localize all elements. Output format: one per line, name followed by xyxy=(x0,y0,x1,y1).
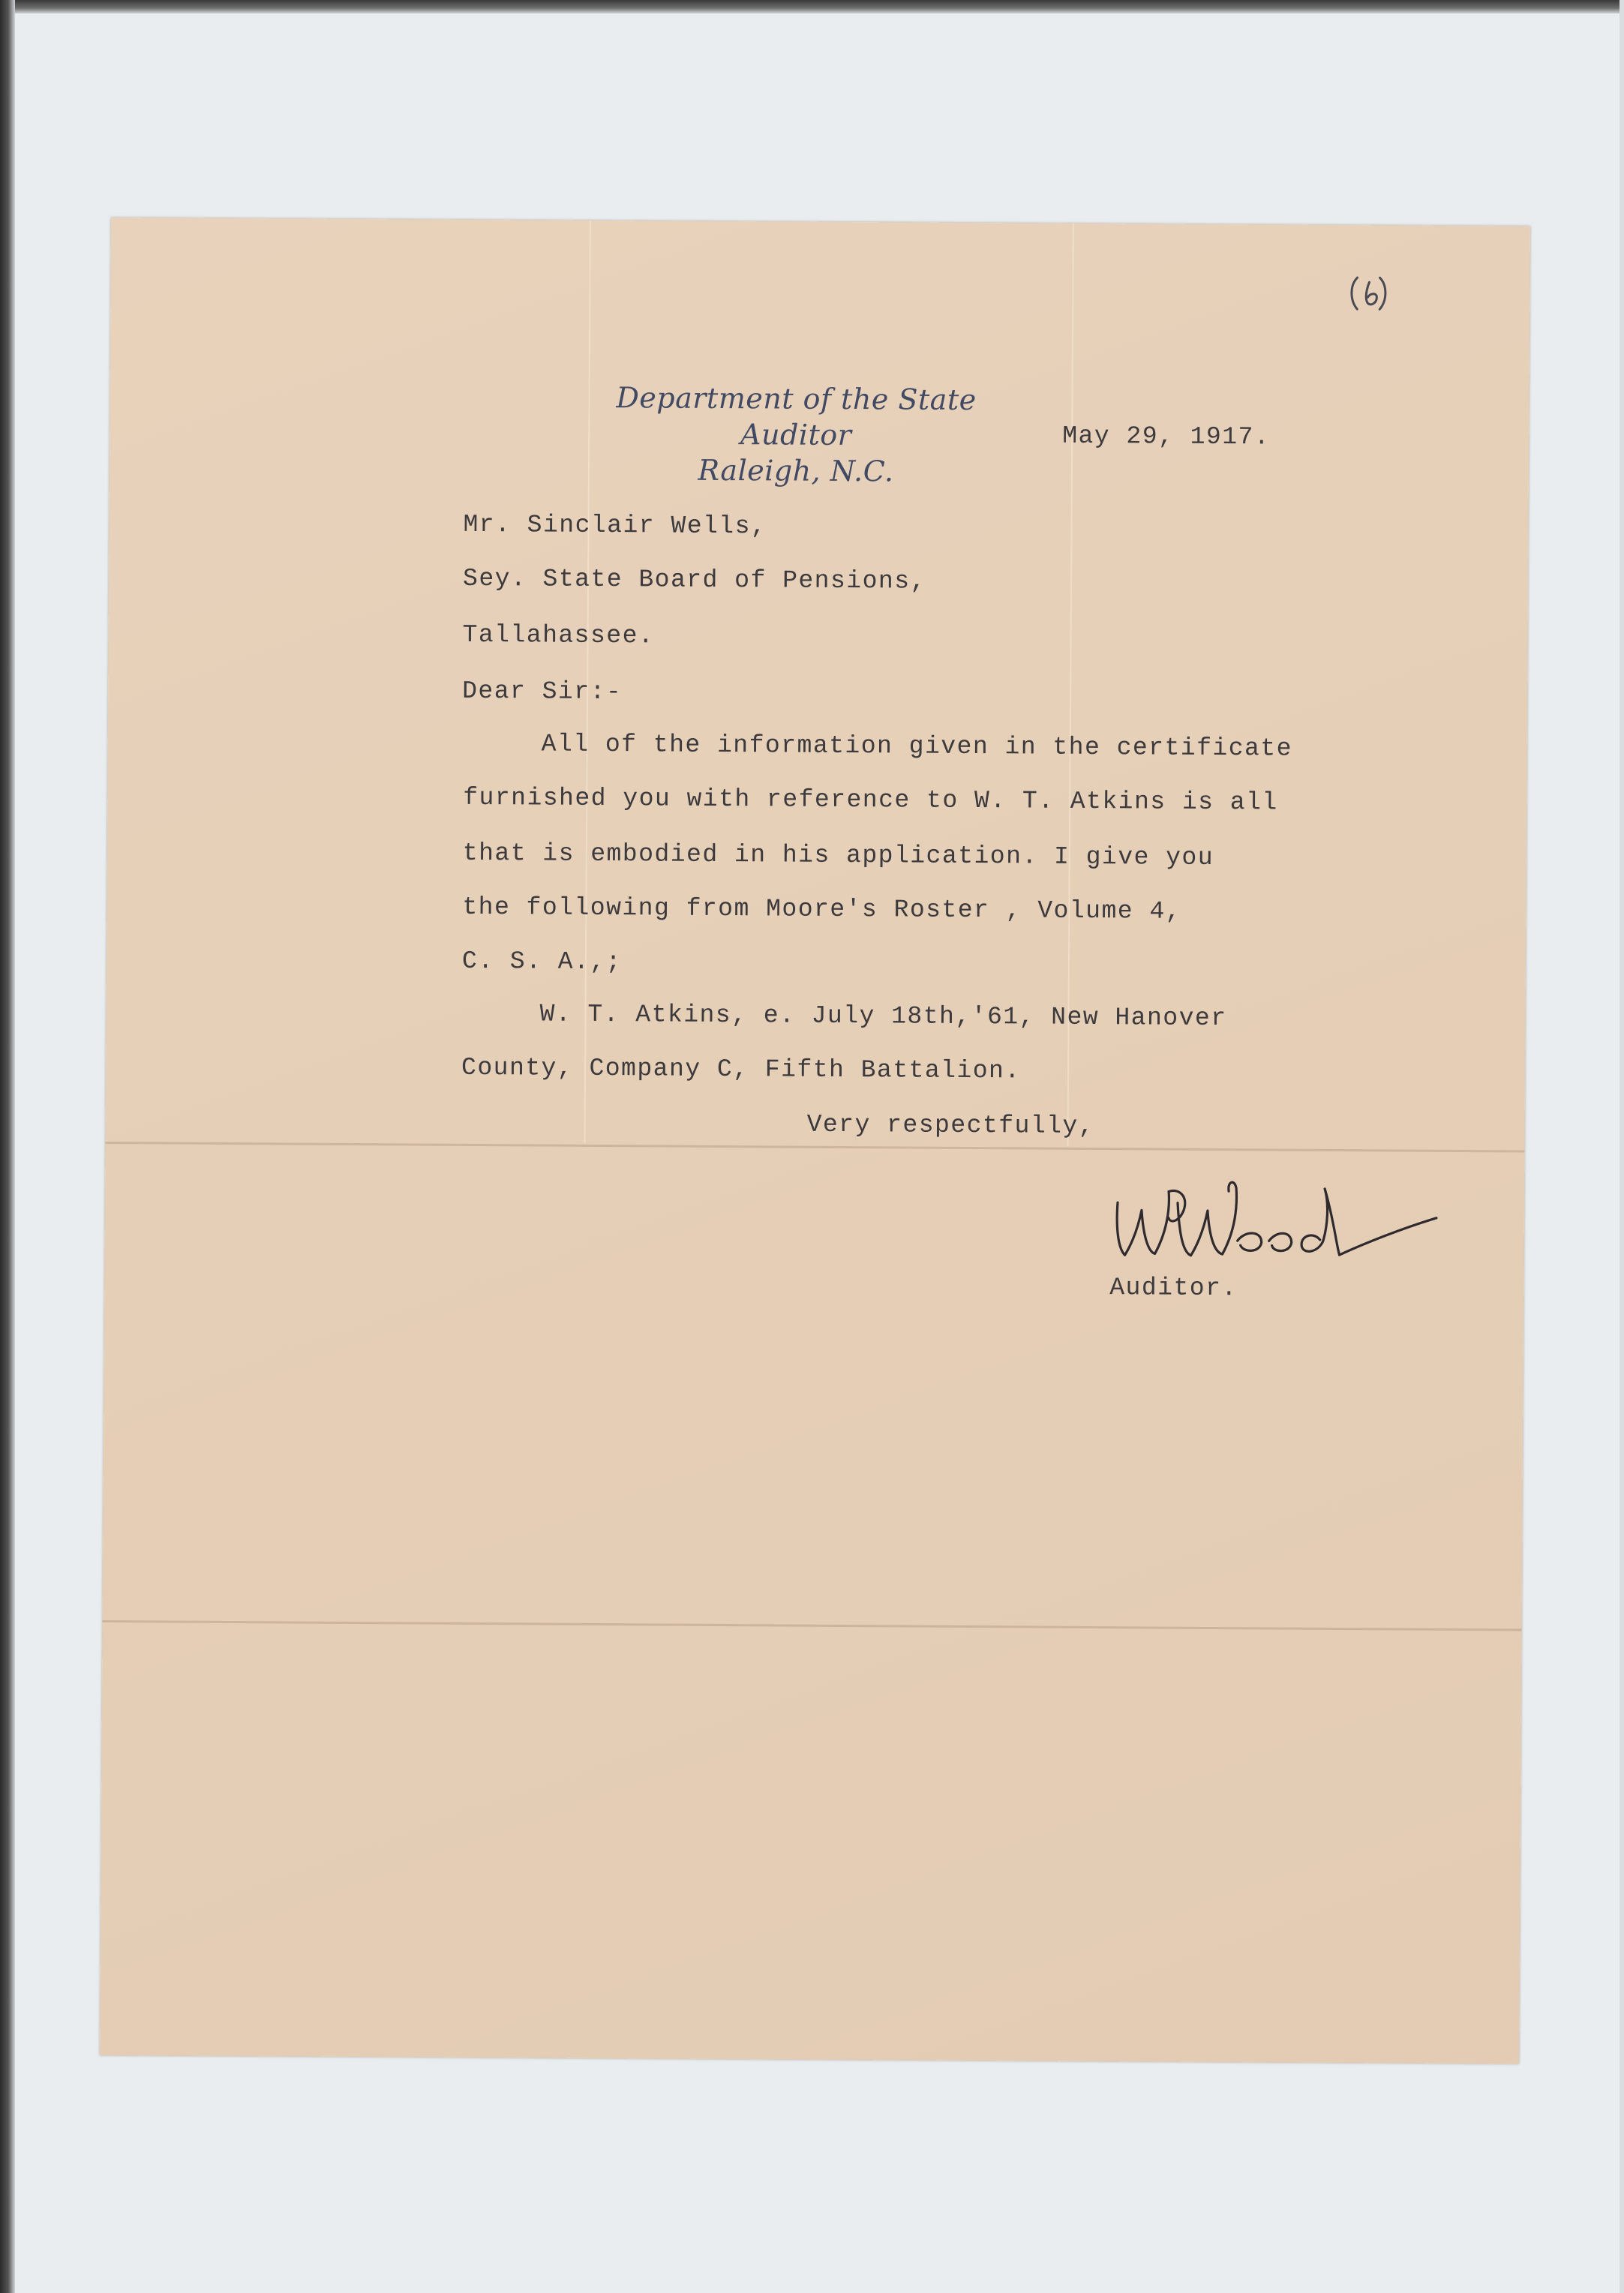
salutation: Dear Sir:- xyxy=(462,677,623,707)
body-line: C. S. A.,; xyxy=(461,947,623,977)
recipient-name: Mr. Sinclair Wells, xyxy=(463,510,767,541)
scan-right-edge xyxy=(1619,0,1624,2293)
recipient-city: Tallahassee. xyxy=(462,620,655,650)
body-line: All of the information given in the certificate xyxy=(541,730,1293,763)
handwritten-signature xyxy=(1094,1157,1448,1287)
letter-paper xyxy=(100,218,1530,2064)
signer-title: Auditor. xyxy=(1109,1274,1238,1303)
body-line: that is embodied in his application. I give you xyxy=(462,839,1214,872)
letterhead-city: Raleigh, N.C. xyxy=(698,453,894,488)
body-line: the following from Moore's Roster , Volume 4, xyxy=(462,893,1182,926)
recipient-title: Sey. State Board of Pensions, xyxy=(462,564,926,596)
horizontal-fold-line xyxy=(103,1620,1522,1631)
body-line: County, Company C, Fifth Battalion. xyxy=(461,1053,1021,1085)
letterhead-department: Department of the State Auditor xyxy=(616,381,977,452)
scan-top-edge xyxy=(0,0,1624,14)
page-number-mark xyxy=(1346,275,1390,312)
closing: Very respectfully, xyxy=(806,1110,1095,1141)
letter-date: May 29, 1917. xyxy=(1062,422,1271,452)
scan-left-edge xyxy=(0,0,15,2293)
horizontal-fold-line xyxy=(105,1142,1524,1153)
body-line: furnished you with reference to W. T. Atkins is all xyxy=(463,783,1278,817)
letterhead xyxy=(567,380,1025,491)
body-line: W. T. Atkins, e. July 18th,'61, New Hanover xyxy=(539,1000,1227,1033)
